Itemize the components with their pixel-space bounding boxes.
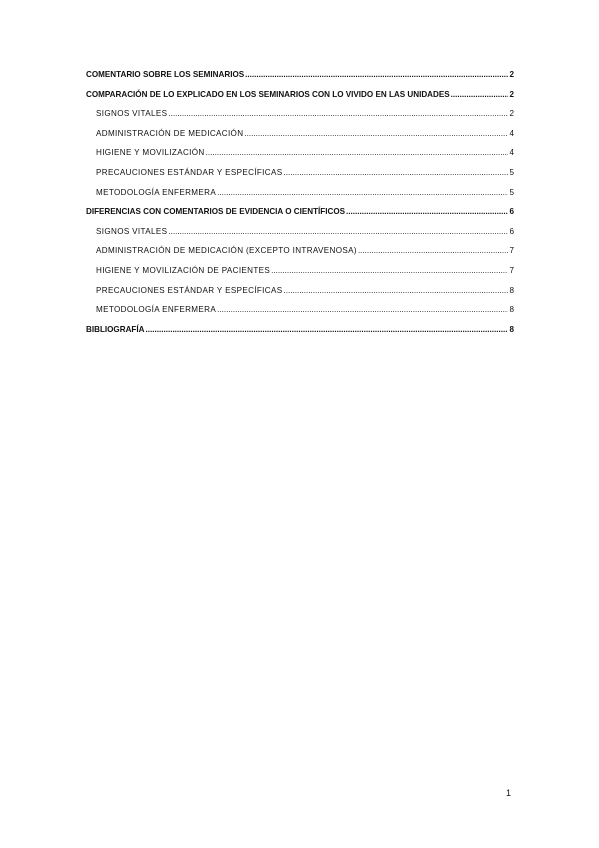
toc-entry-page: 2 — [509, 109, 514, 119]
dot-leader — [358, 246, 509, 255]
dot-leader — [217, 305, 508, 314]
toc-entry-page: 8 — [509, 324, 514, 334]
toc-entry[interactable] — [86, 70, 514, 90]
toc-entry-page: 7 — [509, 265, 514, 275]
toc-entry[interactable] — [86, 286, 514, 306]
toc-entry-label: COMPARACIÓN DE LO EXPLICADO EN LOS SEMINARIOS CON LO VIVIDO EN LAS UNIDADES — [86, 89, 450, 99]
toc-entry-page: 5 — [509, 187, 514, 197]
toc-entry-label: SIGNOS VITALES — [96, 226, 168, 236]
dot-leader — [217, 188, 508, 197]
toc-entry-page: 8 — [509, 305, 514, 315]
toc-entry[interactable] — [86, 207, 514, 227]
toc-entry-page: 6 — [509, 207, 514, 217]
toc-entry[interactable] — [86, 148, 514, 168]
dot-leader — [283, 168, 508, 177]
toc-entry[interactable] — [86, 90, 514, 110]
toc-entry-label: HIGIENE Y MOVILIZACIÓN DE PACIENTES — [96, 265, 271, 275]
toc-entry[interactable] — [86, 109, 514, 129]
toc-entry-page: 6 — [509, 226, 514, 236]
toc-entry-page: 4 — [509, 148, 514, 158]
toc-entry-label: METODOLOGÍA ENFERMERA — [96, 187, 217, 197]
toc-entry[interactable] — [86, 188, 514, 208]
toc-entry-label: METODOLOGÍA ENFERMERA — [96, 305, 217, 315]
toc-entry-label: DIFERENCIAS CON COMENTARIOS DE EVIDENCIA O CIENTÍFICOS — [86, 207, 346, 217]
toc-entry-label: SIGNOS VITALES — [96, 109, 168, 119]
dot-leader — [271, 266, 508, 275]
toc-entry-label: PRECAUCIONES ESTÁNDAR Y ESPECÍFICAS — [96, 167, 283, 177]
table-of-contents — [86, 70, 514, 344]
toc-entry-label: PRECAUCIONES ESTÁNDAR Y ESPECÍFICAS — [96, 285, 283, 295]
toc-entry-page: 2 — [509, 70, 514, 79]
toc-entry-page: 7 — [509, 246, 514, 256]
toc-entry[interactable] — [86, 266, 514, 286]
dot-leader — [145, 325, 508, 334]
toc-entry-label: ADMINISTRACIÓN DE MEDICACIÓN (EXCEPTO INTRAVENOSA) — [96, 246, 357, 256]
dot-leader — [245, 70, 508, 79]
toc-entry-page: 5 — [509, 167, 514, 177]
dot-leader — [346, 207, 508, 216]
toc-entry-page: 4 — [509, 128, 514, 138]
page-number: 1 — [506, 788, 512, 798]
toc-entry-label: HIGIENE Y MOVILIZACIÓN — [96, 148, 205, 158]
toc-entry-label: BIBLIOGRAFÍA — [86, 324, 145, 334]
dot-leader — [168, 109, 508, 118]
dot-leader — [283, 286, 508, 295]
toc-entry[interactable] — [86, 168, 514, 188]
toc-entry-label: COMENTARIO SOBRE LOS SEMINARIOS — [86, 70, 245, 79]
dot-leader — [168, 227, 508, 236]
toc-entry[interactable] — [86, 129, 514, 149]
dot-leader — [244, 129, 508, 138]
toc-entry[interactable] — [86, 325, 514, 345]
dot-leader — [206, 148, 509, 157]
toc-entry[interactable] — [86, 305, 514, 325]
dot-leader — [451, 90, 509, 99]
toc-entry-page: 8 — [509, 285, 514, 295]
toc-entry-page: 2 — [509, 89, 514, 99]
toc-entry[interactable] — [86, 246, 514, 266]
toc-entry-label: ADMINISTRACIÓN DE MEDICACIÓN — [96, 128, 244, 138]
toc-entry[interactable] — [86, 227, 514, 247]
